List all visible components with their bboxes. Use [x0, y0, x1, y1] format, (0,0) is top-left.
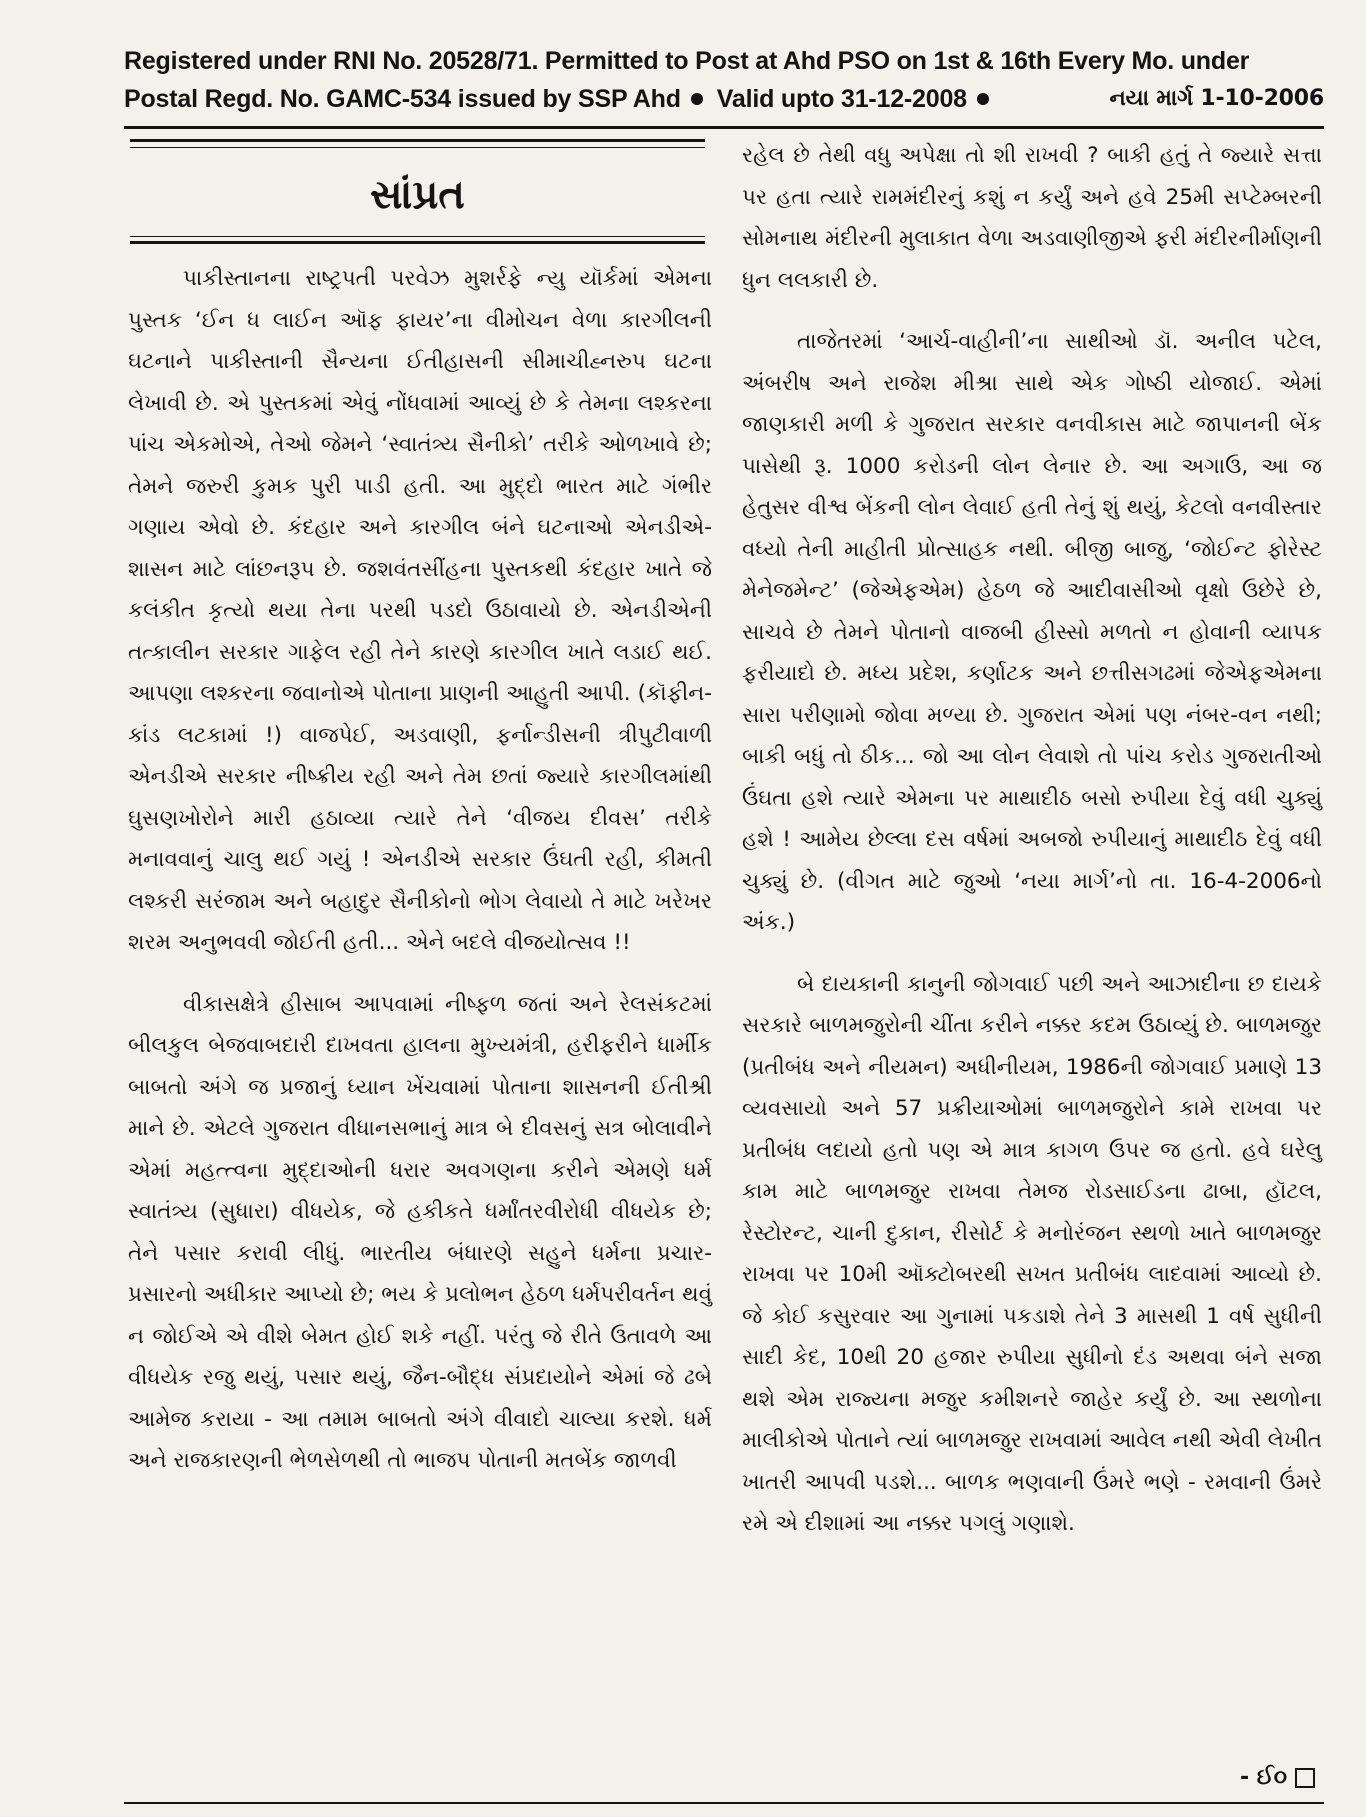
- article-paragraph: રહેલ છે તેથી વધુ અપેક્ષા તો શી રાખવી ? બાકી હતું તે જ્યારે સત્તા પર હતા ત્યારે રામમંદીરનું કશું ન કર્યું અને હવે 25મી સપ્ટેમ્બરની સોમનાથ મંદીરની મુલાકાત વેળા અડવાણીજીએ ફરી મંદીરનીર્માણની ધુન લલકારી છે.: [742, 143, 1322, 293]
- article-paragraph: બે દાયકાની કાનુની જોગવાઈ પછી અને આઝાદીના છ દાયકે સરકારે બાળમજુરોની ચીંતા કરીને નક્કર કદમ ઉઠાવ્યું છે. બાળમજુર (પ્રતીબંધ અને નીયમન) અધીનીયમ, 1986ની જોગવાઈ પ્રમાણે 13 વ્યવસાયો અને 57 પ્રક્રીયાઓમાં બાળમજુરોને કામે રાખવા પર પ્રતીબંધ લદાયો હતો પણ એ માત્ર કાગળ ઉપર જ હતો. હવે ઘરેલુ કામ માટે બાળમજુર રાખવા તેમજ રોડસાઈડના ઢાબા, હૉટલ, રેસ્ટોરન્ટ, ચાની દુકાન, રીસોર્ટ કે મનોરંજન સ્થળો ખાતે બાળમજુર રાખવા પર 10મી ઑક્ટોબરથી સખત પ્રતીબંધ લાદવામાં આવ્યો છે. જે કોઈ કસુરવાર આ ગુનામાં પકડાશે તેને 3 માસથી 1 વર્ષ સુધીની સાદી કેદ, 10થી 20 હજાર રુપીયા સુધીનો દંડ અથવા બંને સજા થશે એમ રાજ્યના મજુર કમીશનરે જાહેર કર્યું છે. આ સ્થળોના માલીકોએ પોતાને ત્યાં બાળમજુર રાખવામાં આવેલ નથી એવી લેખીત ખાતરી આપવી પડશે... બાળક ભણવાની ઉંમરે ભણે - રમવાની ઉંમરે રમે એ દીશામાં આ નક્કર પગલું ગણાશે.: [742, 971, 1322, 1536]
- title-rule-bottom-thin: [130, 236, 705, 237]
- issue-date: નયા માર્ગ 1-10-2006: [1109, 86, 1324, 111]
- page-number: [1240, 1758, 1315, 1798]
- postal-header: [124, 42, 1324, 118]
- page-number-text: - ઈ૦: [1240, 1765, 1288, 1790]
- bullet-icon: [691, 93, 703, 105]
- header-divider: [124, 126, 1324, 129]
- postal-header-line2: [124, 80, 1324, 118]
- title-rule-top-thin: [130, 147, 705, 148]
- right-column: [742, 135, 1322, 1545]
- title-rule-bottom: [130, 241, 705, 244]
- article-paragraph: વીકાસક્ષેત્રે હીસાબ આપવામાં નીષ્ફળ જતાં અને રેલસંકટમાં બીલકુલ બેજવાબદારી દાખવતા હાલના મુખ્યમંત્રી, હરીફરીને ધાર્મીક બાબતો અંગે જ પ્રજાનું ધ્યાન ખેંચવામાં પોતાના શાસનની ઈતીશ્રી માને છે. એટલે ગુજરાત વીધાનસભાનું માત્ર બે દીવસનું સત્ર બોલાવીને એમાં મહત્ત્વના મુદ્દાઓની ધરાર અવગણના કરીને એમણે ધર્મ સ્વાતંત્ર્ય (સુધારા) વીધયેક, જે હકીકતે ધર્માંતરવીરોધી વીધયેક છે; તેને પસાર કરાવી લીધું. ભારતીય બંધારણે સહુને ધર્મના પ્રચાર-પ્રસારનો અધીકાર આપ્યો છે; ભય કે પ્રલોભન હેઠળ ધર્મપરીવર્તન થવું ન જોઈએ એ વીશે બેમત હોઈ શકે નહીં. પરંતુ જે રીતે ઉતાવળે આ વીધયેક રજુ થયું, પસાર થયું, જૈન-બૌદ્ધ સંપ્રદાયોને એમાં જે ઢબે આમેજ કરાયા - આ તમામ બાબતો અંગે વીવાદો ચાલ્યા કરશે. ધર્મ અને રાજકારણની ભેળસેળથી તો ભાજપ પોતાની મતબેંક જાળવી: [128, 991, 712, 1473]
- title-rule-top: [130, 139, 705, 142]
- end-box-icon: [1295, 1768, 1315, 1788]
- postal-header-line1: Registered under RNI No. 20528/71. Permitted to Post at Ahd PSO on 1st & 16th Every Mo. under: [124, 47, 1250, 75]
- section-title: સાંપ્રત: [370, 172, 465, 218]
- postal-regd-text: Postal Regd. No. GAMC-534 issued by SSP Ahd: [124, 85, 681, 113]
- validity-text: Valid upto 31-12-2008: [716, 85, 967, 113]
- article-paragraph: પાકીસ્તાનના રાષ્ટ્રપતી પરવેઝ મુશર્રફે ન્યુ યૉર્કમાં એમના પુસ્તક ‘ઈન ધ લાઈન ઑફ ફાયર’ના વીમોચન વેળા કારગીલની ઘટનાને પાકીસ્તાની સૈન્યના ઈતીહાસની સીમાચીહ્નરુપ ઘટના લેખાવી છે. એ પુસ્તકમાં એવું નોંધવામાં આવ્યું છે કે તેમના લશ્કરના પાંચ એકમોએ, તેઓ જેમને ‘સ્વાતંત્ર્ય સૈનીકો’ તરીકે ઓળખાવે છે; તેમને જરુરી કુમક પુરી પાડી હતી. આ મુદ્દો ભારત માટે ગંભીર ગણાય એવો છે. કંદહાર અને કારગીલ બંને ઘટનાઓ એનડીએ-શાસન માટે લાંછનરૂપ છે. જશવંતસીંહના પુસ્તકથી કંદહાર ખાતે જે કલંકીત કૃત્યો થયા તેના પરથી પડદો ઉઠાવાયો છે. એનડીએની તત્કાલીન સરકાર ગાફેલ રહી તેને કારણે કારગીલ ખાતે લડાઈ થઈ. આપણા લશ્કરના જવાનોએ પોતાના પ્રાણની આહુતી આપી. (કૉફીન-કાંડ લટકામાં !) વાજપેઈ, અડવાણી, ફર્નાન્ડીસની ત્રીપુટીવાળી એનડીએ સરકાર નીષ્ક્રીય રહી અને તેમ છતાં જ્યારે કારગીલમાંથી ઘુસણખોરોને મારી હઠાવ્યા ત્યારે તેને ‘વીજય દીવસ’ તરીકે મનાવવાનું ચાલુ થઈ ગયું ! એનડીએ સરકાર ઉંઘતી રહી, કીમતી લશ્કરી સરંજામ અને બહાદુર સૈનીકોનો ભોગ લેવાયો તે માટે ખરેખર શરમ અનુભવવી જોઈતી હતી... એને બદલે વીજયોત્સવ !!: [128, 266, 712, 955]
- bullet-icon: [977, 93, 989, 105]
- footer-divider: [124, 1802, 1324, 1804]
- article-paragraph: તાજેતરમાં ‘આર્ચ-વાહીની’ના સાથીઓ ડૉ. અનીલ પટેલ, અંબરીષ અને રાજેશ મીશ્રા સાથે એક ગોષ્ઠી યોજાઈ. એમાં જાણકારી મળી કે ગુજરાત સરકાર વનવીકાસ માટે જાપાનની બેંક પાસેથી રૂ. 1000 કરોડની લોન લેનાર છે. આ અગાઉ, આ જ હેતુસર વીશ્વ બેંકની લોન લેવાઈ હતી તેનું શું થયું, કેટલો વનવીસ્તાર વધ્યો તેની માહીતી પ્રોત્સાહક નથી. બીજી બાજુ, ‘જોઈન્ટ ફોરેસ્ટ મેનેજમેન્ટ’ (જેએફએમ) હેઠળ જે આદીવાસીઓ વૃક્ષો ઉછેરે છે, સાચવે છે તેમને પોતાનો વાજબી હીસ્સો મળતો ન હોવાની વ્યાપક ફરીયાદો છે. મધ્ય પ્રદેશ, કર્ણાટક અને છત્તીસગઢમાં જેએફએમના સારા પરીણામો જોવા મળ્યા છે. ગુજરાત એમાં પણ નંબર-વન નથી; બાકી બધું તો ઠીક... જો આ લોન લેવાશે તો પાંચ કરોડ ગુજરાતીઓ ઉંઘતા હશે ત્યારે એમના પર માથાદીઠ બસો રુપીયા દેવું વધી ચુક્યું હશે ! આમેય છેલ્લા દસ વર્ષમાં અબજો રુપીયાનું માથાદીઠ દેવું વધી ચુક્યું છે. (વીગત માટે જુઓ ‘નયા માર્ગ’નો તા. 16-4-2006નો અંક.): [742, 329, 1322, 935]
- left-column: [128, 258, 712, 1482]
